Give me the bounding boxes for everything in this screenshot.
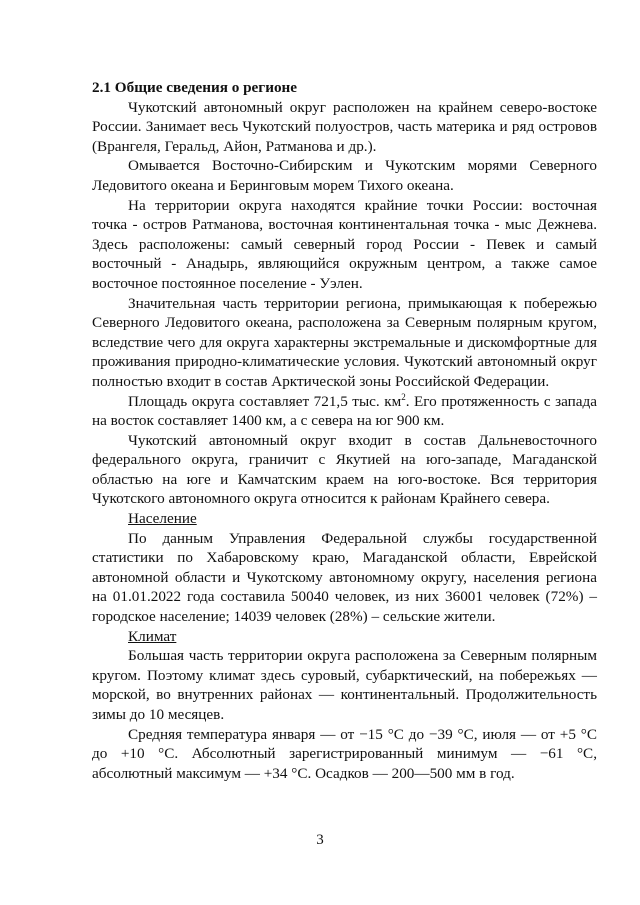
paragraph-climate: Большая часть территории округа расположена за Северным полярным кругом. Поэтому климат здесь суровый, субарктический, на побережьях — морской, во внутренних районах — континентальный. Продолжительность зимы до 10 месяцев. <box>92 647 597 723</box>
paragraph-extreme-points: На территории округа находятся крайние точки России: восточная точка - остров Ратманова, восточная континентальная точка - мыс Дежнева. Здесь расположены: самый северный город России - Певек и самый восточный - Анадырь, являющийся окружным центром, а также самое восточное постоянное поселение - Уэлен. <box>92 196 597 292</box>
paragraph-area <box>92 392 597 431</box>
paragraph-population: По данным Управления Федеральной службы государственной статистики по Хабаровскому краю, Магаданской области, Еврейской автономной области и Чукотскому автономному округу, населения региона на 01.01.2022 года составила 50040 человек, из них 36001 человек (72%) – городское население; 14039 человек (28%) – сельские жители. <box>92 529 597 626</box>
area-text: Площадь округа составляет 721,5 тыс. км <box>128 392 402 410</box>
paragraph-temperature: Средняя температура января — от −15 °C до −39 °C, июля — от +5 °C до +10 °C. Абсолютный зарегистрированный минимум — −61 °C, абсолютный максимум — +34 °C. Осадков — 200—500 мм в год. <box>92 725 597 782</box>
area-text-continued: . Его протяженность с запада на восток составляет 1400 км, а с севера на юг 900 км. <box>92 392 597 430</box>
subheading-climate: Климат <box>128 627 177 645</box>
page-number: 3 <box>316 832 324 848</box>
subheading-population: Население <box>128 510 197 528</box>
paragraph-arctic-zone: Значительная часть территории региона, примыкающая к побережью Северного Ледовитого океана, расположена за Северным полярным кругом, вследствие чего для округа характерны экстремальные и дискомфортные для проживания природно-климатические условия. Чукотский автономный округ полностью входит в состав Арктической зоны Российской Федерации. <box>92 294 597 390</box>
document-body <box>92 78 597 783</box>
paragraph-location: Чукотский автономный округ расположен на крайнем северо-востоке России. Занимает весь Чукотский полуостров, часть материка и ряд островов (Врангеля, Геральд, Айон, Ратманова и др.). <box>92 98 597 155</box>
paragraph-borders: Чукотский автономный округ входит в состав Дальневосточного федерального округа, граничит с Якутией на юго-западе, Магаданской областью на юге и Камчатским краем на юго-востоке. Вся территория Чукотского автономного округа относится к районам Крайнего севера. <box>92 431 597 508</box>
paragraph-seas: Омывается Восточно-Сибирским и Чукотским морями Северного Ледовитого океана и Беринговым морем Тихого океана. <box>92 157 597 194</box>
section-heading: 2.1 Общие сведения о регионе <box>92 79 298 96</box>
area-superscript: 2 <box>401 391 406 402</box>
